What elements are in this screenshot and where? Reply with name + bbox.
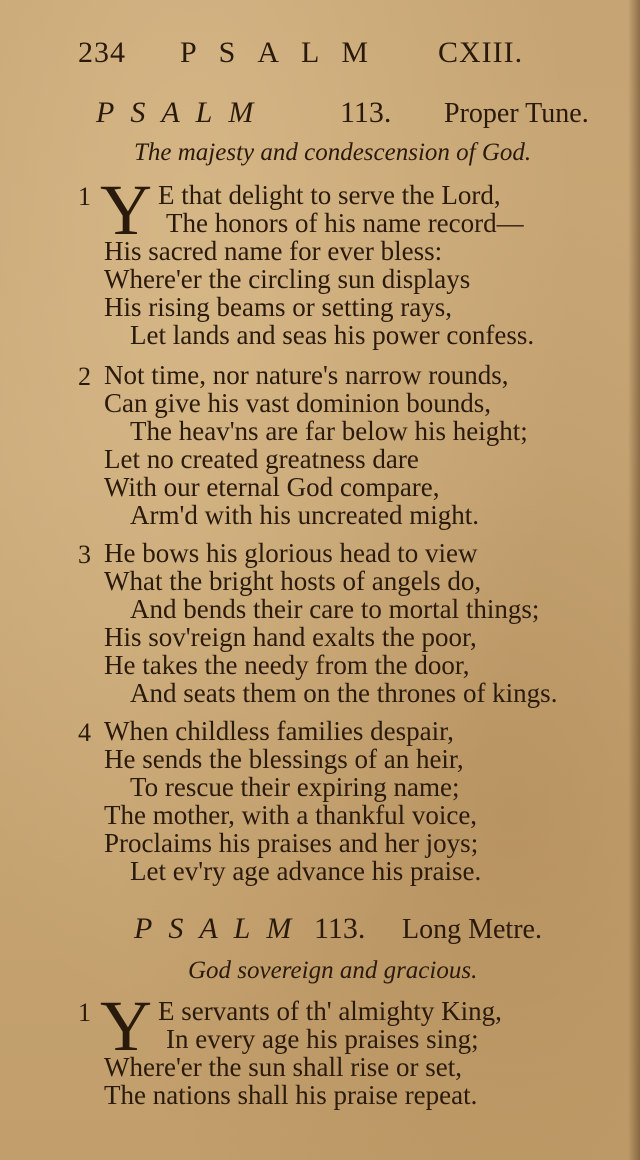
verse-line: Where'er the circling sun displays — [104, 264, 471, 294]
verse-line: The honors of his name record— — [166, 208, 524, 238]
tune-name: Proper Tune. — [444, 98, 589, 129]
verse-line: He takes the needy from the door, — [104, 650, 470, 680]
verse-line: He sends the blessings of an heir, — [104, 744, 464, 774]
stanza-number: 4 — [78, 718, 91, 747]
psalm-number: 113. — [314, 912, 366, 945]
verse-line: In every age his praises sing; — [166, 1024, 479, 1054]
verse-line: Let ev'ry age advance his praise. — [130, 856, 482, 886]
verse-line: And seats them on the thrones of kings. — [130, 678, 558, 708]
verse-line: When childless families despair, — [104, 716, 454, 746]
verse-line: E servants of th' almighty King, — [158, 996, 502, 1026]
page-edge-shadow — [628, 0, 640, 1160]
verse-line: His sacred name for ever bless: — [104, 236, 443, 266]
verse-line: His sov'reign hand exalts the poor, — [104, 622, 477, 652]
verse-line: E that delight to serve the Lord, — [158, 180, 501, 210]
verse-line: With our eternal God compare, — [104, 472, 440, 502]
stanza-number: 3 — [78, 540, 91, 569]
verse-line: The heav'ns are far below his height; — [130, 416, 528, 446]
verse-line: Can give his vast dominion bounds, — [104, 388, 491, 418]
page-number: 234 — [78, 36, 126, 69]
verse-line: Let lands and seas his power confess. — [130, 320, 535, 350]
verse-line: Proclaims his praises and her joys; — [104, 828, 479, 858]
verse-line: Let no created greatness dare — [104, 444, 419, 474]
verse-line: What the bright hosts of angels do, — [104, 566, 482, 596]
verse-line: Not time, nor nature's narrow rounds, — [104, 360, 509, 390]
stanza-number: 1 — [78, 998, 91, 1027]
verse-line: The nations shall his praise repeat. — [104, 1080, 478, 1110]
psalm-subtitle: God sovereign and gracious. — [188, 957, 478, 984]
verse-line: Arm'd with his uncreated might. — [130, 500, 480, 530]
verse-line: To rescue their expiring name; — [130, 772, 460, 802]
drop-cap: Y — [100, 986, 152, 1066]
psalm-subtitle: The majesty and condescension of God. — [134, 139, 532, 166]
verse-line: Where'er the sun shall rise or set, — [104, 1052, 462, 1082]
psalm-title: PSALM — [96, 96, 270, 129]
running-numeral: CXIII. — [438, 36, 524, 69]
stanza-number: 2 — [78, 362, 91, 391]
verse-line: His rising beams or setting rays, — [104, 292, 452, 322]
running-title: PSALM — [180, 36, 391, 69]
stanza-number: 1 — [78, 182, 91, 211]
tune-name: Long Metre. — [402, 914, 542, 945]
psalm-number: 113. — [340, 96, 392, 129]
verse-line: He bows his glorious head to view — [104, 538, 478, 568]
drop-cap: Y — [100, 170, 152, 250]
psalm-title: PSALM — [134, 912, 308, 945]
verse-line: The mother, with a thankful voice, — [104, 800, 478, 830]
verse-line: And bends their care to mortal things; — [130, 594, 540, 624]
